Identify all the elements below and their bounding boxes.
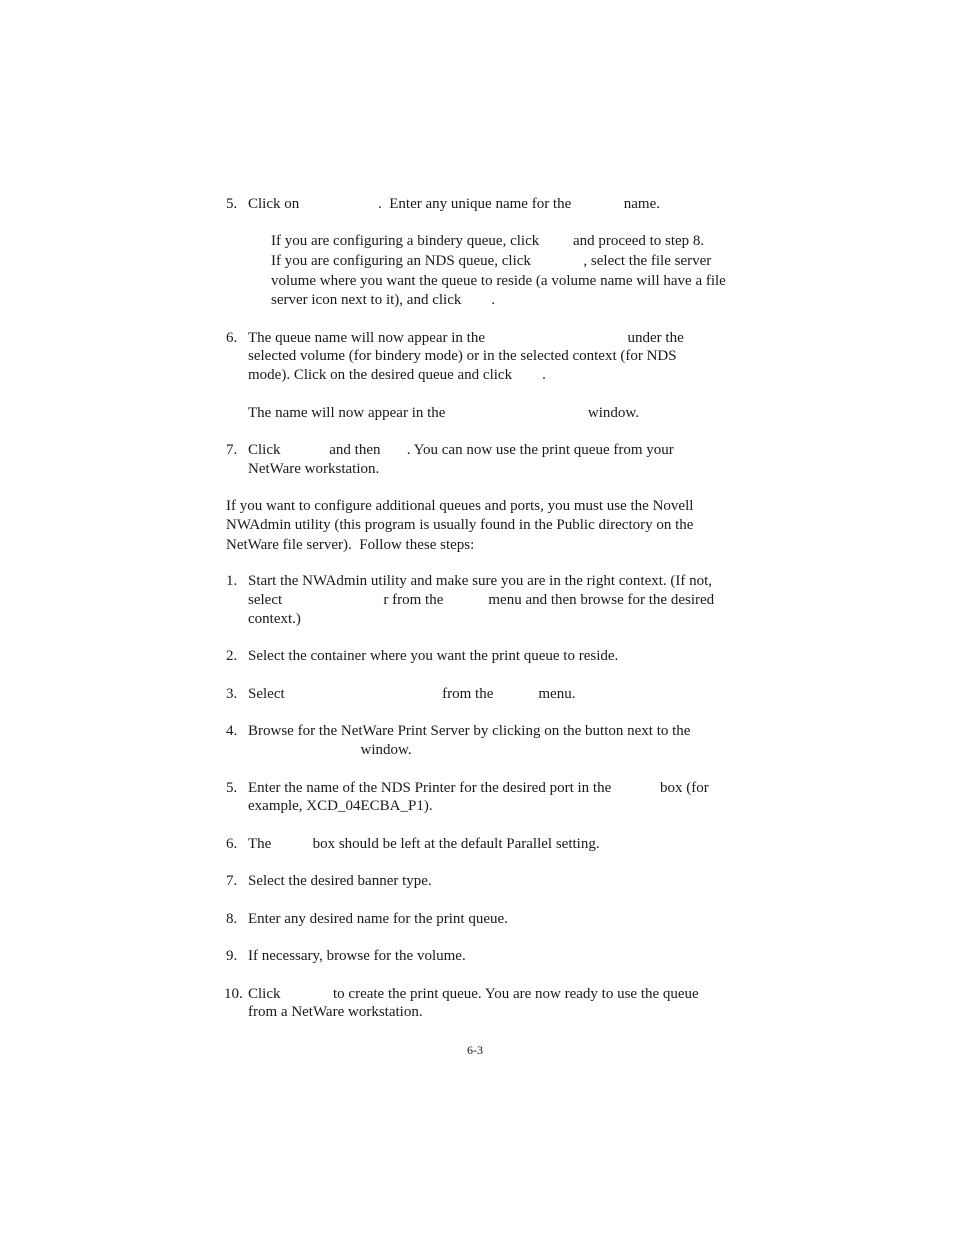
step-6-note-line-1: The name will now appear in the window. bbox=[248, 405, 640, 421]
nwadmin-step-8-line-1: Enter any desired name for the print queue. bbox=[248, 911, 508, 927]
intro-line-1: If you want to configure additional queues and ports, you must use the Novell bbox=[226, 498, 694, 514]
step-5-number: 5. bbox=[226, 196, 238, 212]
nwadmin-step-5-number: 5. bbox=[226, 780, 238, 796]
step-6-line-2: selected volume (for bindery mode) or in the selected context (for NDS bbox=[248, 348, 677, 364]
nwadmin-step-5-line-2: example, XCD_04ECBA_P1). bbox=[248, 798, 433, 814]
nwadmin-step-5-line-1: Enter the name of the NDS Printer for the desired port in the box (for bbox=[248, 780, 709, 796]
page-number: 6-3 bbox=[467, 1043, 483, 1057]
nwadmin-step-3-number: 3. bbox=[226, 686, 238, 702]
nwadmin-step-4-line-2: window. bbox=[248, 742, 412, 758]
nwadmin-step-1-line-2: select r from the menu and then browse for the desired bbox=[248, 592, 715, 608]
nwadmin-step-9-number: 9. bbox=[226, 948, 238, 964]
nwadmin-step-10-line-1: Click to create the print queue. You are now ready to use the queue bbox=[248, 986, 699, 1002]
step-6-line-1: The queue name will now appear in the under the bbox=[248, 330, 684, 346]
nwadmin-step-8-number: 8. bbox=[226, 911, 238, 927]
step-6-line-3: mode). Click on the desired queue and click . bbox=[248, 367, 546, 383]
step-5-note-line-4: server icon next to it), and click . bbox=[271, 292, 496, 308]
nwadmin-step-6-line-1: The box should be left at the default Parallel setting. bbox=[248, 836, 600, 852]
nwadmin-step-10-number: 10. bbox=[224, 986, 243, 1002]
step-5-note-line-1: If you are configuring a bindery queue, click and proceed to step 8. bbox=[271, 233, 705, 249]
intro-line-2: NWAdmin utility (this program is usually found in the Public directory on the bbox=[226, 517, 694, 533]
nwadmin-step-1-line-1: Start the NWAdmin utility and make sure you are in the right context. (If not, bbox=[248, 573, 713, 589]
step-5-line-1: Click on . Enter any unique name for the name. bbox=[248, 196, 660, 212]
step-5-note-line-2: If you are configuring an NDS queue, click , select the file server bbox=[271, 253, 712, 269]
nwadmin-step-7-number: 7. bbox=[226, 873, 238, 889]
nwadmin-step-10-line-2: from a NetWare workstation. bbox=[248, 1004, 423, 1020]
step-7-line-2: NetWare workstation. bbox=[248, 461, 380, 477]
nwadmin-step-2-number: 2. bbox=[226, 648, 238, 664]
nwadmin-step-2-line-1: Select the container where you want the print queue to reside. bbox=[248, 648, 619, 664]
step-7-line-1: Click and then . You can now use the print queue from your bbox=[248, 442, 674, 458]
nwadmin-step-1-line-3: context.) bbox=[248, 611, 301, 627]
nwadmin-step-1-number: 1. bbox=[226, 573, 238, 589]
step-5-note-line-3: volume where you want the queue to reside (a volume name will have a file bbox=[271, 273, 726, 289]
step-7-number: 7. bbox=[226, 442, 238, 458]
nwadmin-step-7-line-1: Select the desired banner type. bbox=[248, 873, 432, 889]
nwadmin-step-9-line-1: If necessary, browse for the volume. bbox=[248, 948, 466, 964]
nwadmin-step-3-line-1: Select from the menu. bbox=[248, 686, 576, 702]
step-6-number: 6. bbox=[226, 330, 238, 346]
nwadmin-step-4-line-1: Browse for the NetWare Print Server by clicking on the button next to the bbox=[248, 723, 691, 739]
intro-line-3: NetWare file server). Follow these steps: bbox=[226, 537, 475, 553]
nwadmin-step-6-number: 6. bbox=[226, 836, 238, 852]
nwadmin-step-4-number: 4. bbox=[226, 723, 238, 739]
